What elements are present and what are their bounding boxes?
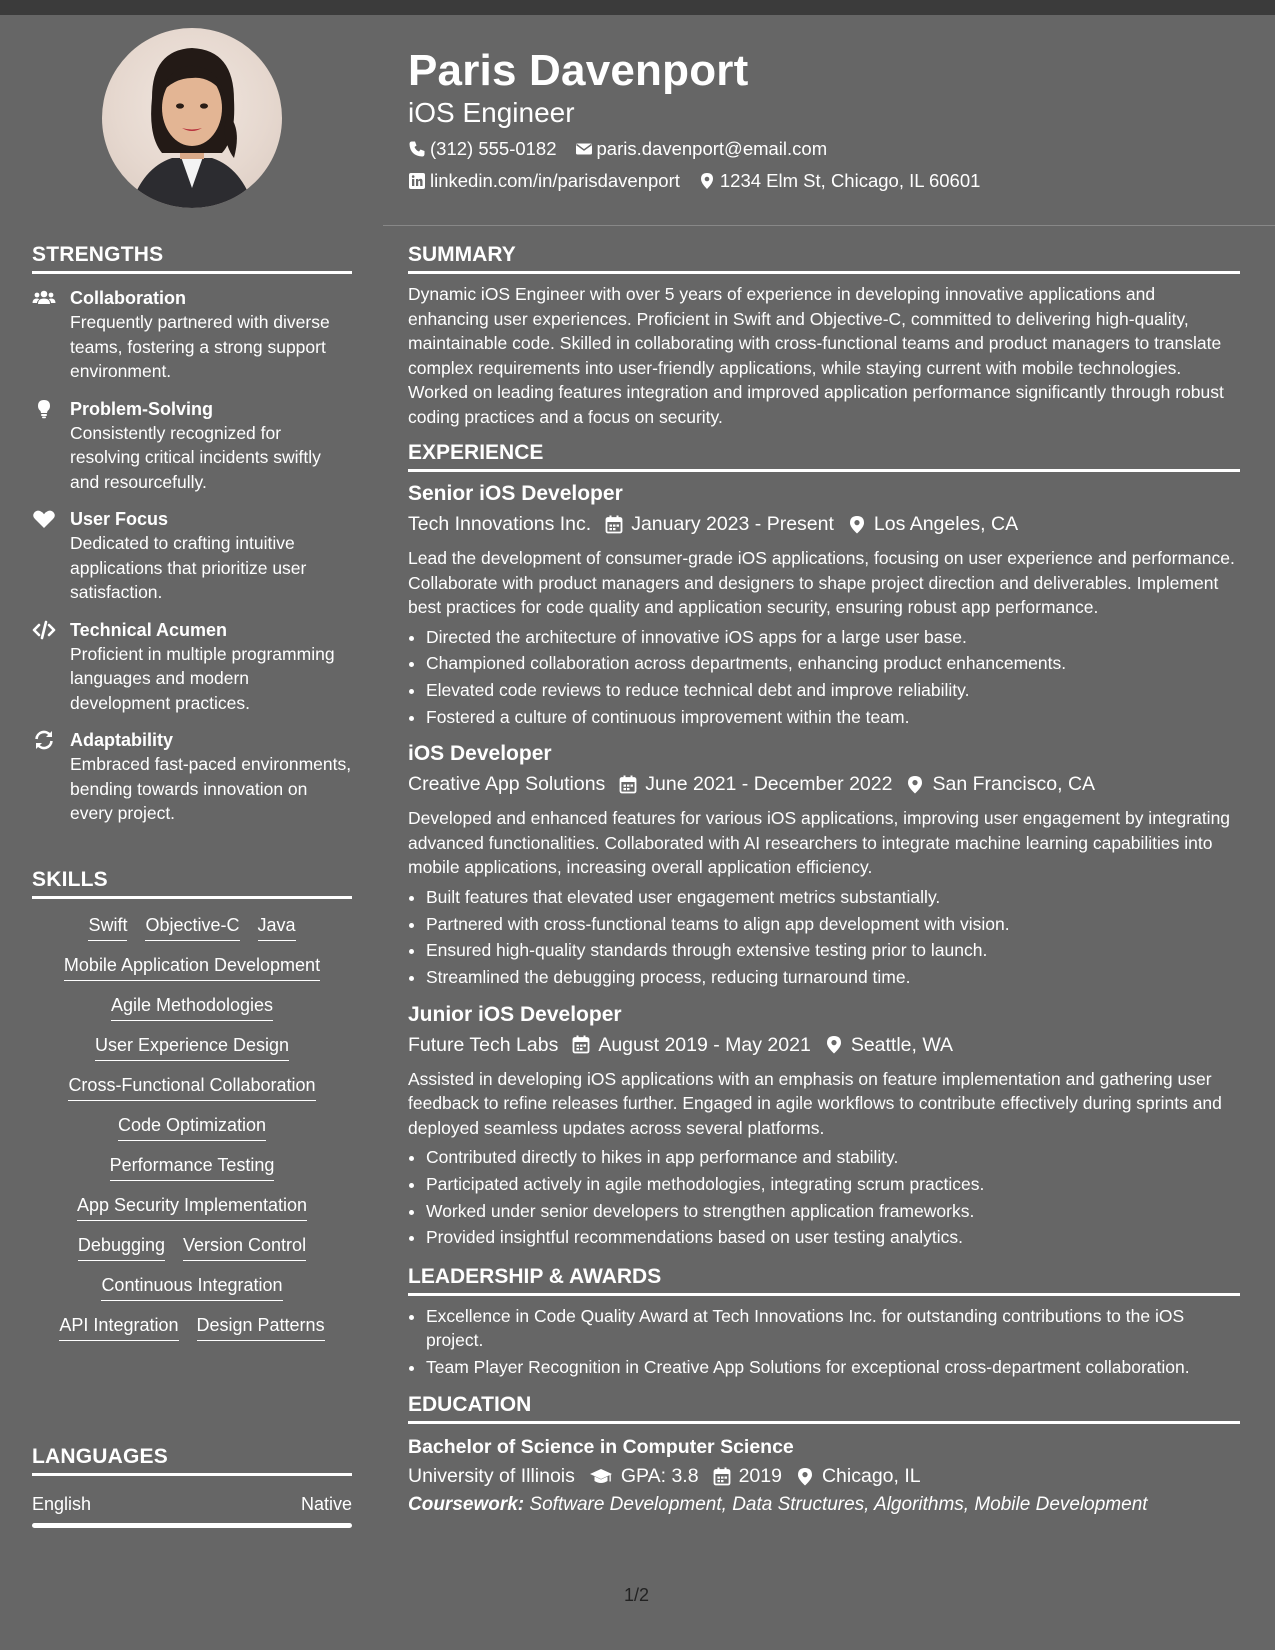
linkedin-icon [408,172,426,190]
graduation-cap-icon [589,1467,613,1486]
job-bullets [408,624,1240,731]
job-bullet: • Contributed directly to hikes in app performance and stability. [426,1144,1240,1171]
education-location: Chicago, IL [821,1465,921,1488]
strength-title: Adaptability [70,730,174,750]
skill-chip: Java [258,913,296,941]
envelope-icon [575,140,593,158]
skill-chip: App Security Implementation [77,1193,307,1221]
job-bullet: • Participated actively in agile methodologies, integrating scrum practices. [426,1171,1240,1198]
strength-desc: Proficient in multiple programming languages and modern development practices. [70,643,335,713]
awards-list [408,1304,1240,1380]
right-column [408,243,1240,1519]
skill-chip: Swift [88,913,127,941]
language-proficiency-bar [32,1523,352,1528]
skill-chip: Objective-C [145,913,239,941]
job-bullets [408,884,1240,991]
job-title: iOS Developer [408,742,552,766]
strength-title: User Focus [70,509,169,529]
language-row [32,1494,352,1515]
profile-photo [102,28,282,208]
job-bullet: • Fostered a culture of continuous improvement within the team. [426,704,1240,731]
strength-desc: Consistently recognized for resolving critical incidents swiftly and resourcefully. [70,422,321,492]
awards-section [408,1265,1240,1380]
skill-chip: Debugging [78,1233,165,1261]
job-location: Los Angeles, CA [873,513,1019,535]
languages-section [32,1445,352,1528]
job-description: Developed and enhanced features for various iOS applications, improving user engagement by integrating advanced functionalities. Collaborated with AI researchers to integrate machine learning capabilities into mobile applications, increasing overall application efficiency. [408,808,1231,878]
strength-desc: Dedicated to crafting intuitive applications that prioritize user satisfaction. [70,533,307,602]
code-icon [32,620,56,640]
calendar-icon [605,515,623,534]
strength-item [32,397,352,495]
skill-chip: Agile Methodologies [111,993,273,1021]
skill-chip: Mobile Application Development [64,953,320,981]
job-title: Senior iOS Developer [408,482,623,505]
strengths-section [32,243,352,826]
job-bullet: • Built features that elevated user engagement metrics substantially. [426,884,1240,911]
job-bullets [408,1144,1240,1251]
profile-photo-illustration [102,28,282,208]
skill-chip: Performance Testing [110,1153,275,1181]
strength-desc: Embraced fast-paced environments, bending towards innovation on every project. [70,754,352,823]
language-level: Native [300,1494,352,1514]
education-year: 2019 [738,1465,782,1488]
summary-section [408,243,1240,429]
job-bullet: • Ensured high-quality standards through extensive testing prior to launch. [426,937,1240,964]
strength-item [32,728,352,826]
education-section [408,1393,1240,1519]
job-description: Assisted in developing iOS applications with an emphasis on feature implementation and gathering user feedback to refine releases further. Engaged in agile workflows to contribute effectively during sprints and deployed seamless updates across several platforms. [408,1068,1222,1138]
job-dates: June 2021 - December 2022 [645,773,893,796]
job-dates: August 2019 - May 2021 [598,1033,811,1056]
job-bullet: • Streamlined the debugging process, reducing turnaround time. [426,964,1240,991]
map-marker-icon [906,775,924,794]
heart-icon [32,509,56,529]
language-name: English [32,1494,92,1514]
job-company: Tech Innovations Inc. [408,513,592,535]
phone-text: (312) 555-0182 [430,138,557,159]
strength-title: Collaboration [70,288,186,308]
job-company: Future Tech Labs [408,1033,559,1056]
summary-title: SUMMARY [408,243,1240,274]
skill-chip: Cross-Functional Collaboration [68,1073,315,1101]
awards-title: LEADERSHIP & AWARDS [408,1265,1240,1296]
address-text: 1234 Elm St, Chicago, IL 60601 [719,170,981,191]
job-entry [408,740,1240,990]
education-gpa: GPA: 3.8 [620,1465,699,1488]
skill-chip: API Integration [59,1313,178,1341]
languages-title: LANGUAGES [32,1445,352,1476]
strength-item [32,507,352,605]
award-item: • Excellence in Code Quality Award at Tech Innovations Inc. for outstanding contributions to the iOS project. [426,1304,1240,1353]
map-marker-icon [698,172,716,190]
users-icon [32,288,56,308]
skill-chip: Version Control [183,1233,306,1261]
strength-title: Problem-Solving [70,398,214,419]
strength-item [32,618,352,716]
job-bullet: • Directed the architecture of innovative iOS apps for a large user base. [426,624,1240,651]
map-marker-icon [848,515,866,534]
phone-icon [408,140,426,158]
strength-item [32,286,352,384]
calendar-icon [619,775,637,794]
skills-section [32,868,352,1341]
education-degree: Bachelor of Science in Computer Science [408,1436,794,1459]
map-marker-icon [796,1467,814,1486]
calendar-icon [713,1467,731,1486]
resume-header [408,45,1248,193]
job-entry [408,480,1240,730]
experience-section [408,441,1240,1251]
strength-title: Technical Acumen [70,619,228,640]
map-marker-icon [825,1035,843,1054]
job-location: San Francisco, CA [932,773,1096,796]
skill-chip: Design Patterns [197,1313,325,1341]
job-description: Lead the development of consumer-grade iOS applications, focusing on user experience and performance. Collaborate with product managers and designers to shape project direction and deliverables. Implement best practices for code quality and application security, ensuring robust app performance. [408,548,1235,617]
job-company: Creative App Solutions [408,773,606,796]
education-title: EDUCATION [408,1393,1240,1424]
coursework-text: Software Development, Data Structures, Algorithms, Mobile Development [529,1494,1148,1516]
job-location: Seattle, WA [850,1033,954,1056]
strength-desc: Frequently partnered with diverse teams, fostering a strong support environment. [70,312,330,381]
job-bullet: • Elevated code reviews to reduce technical debt and improve reliability. [426,677,1240,704]
header-divider [383,225,1275,226]
job-title: Junior iOS Developer [408,1002,622,1026]
skill-chip: User Experience Design [95,1033,289,1061]
education-coursework [408,1491,1240,1519]
top-bar [0,0,1275,15]
skills-title: SKILLS [32,868,352,899]
sync-icon [32,730,56,750]
job-bullet: • Partnered with cross-functional teams to align app development with vision. [426,911,1240,938]
job-bullet: • Worked under senior developers to strengthen application frameworks. [426,1198,1240,1225]
email-text: paris.davenport@email.com [596,138,828,159]
skill-chip: Code Optimization [118,1113,266,1141]
job-dates: January 2023 - Present [631,513,834,535]
award-item: • Team Player Recognition in Creative App Solutions for exceptional cross-department collaboration. [426,1355,1240,1380]
job-bullet: • Provided insightful recommendations based on user testing analytics. [426,1224,1240,1251]
coursework-label: Coursework: [408,1494,525,1516]
experience-title: EXPERIENCE [408,441,1240,472]
job-entry [408,1001,1240,1251]
candidate-name: Paris Davenport [408,46,749,95]
linkedin-text: linkedin.com/in/parisdavenport [430,170,680,191]
skill-chip: Continuous Integration [101,1273,282,1301]
candidate-role: iOS Engineer [408,97,575,128]
summary-text: Dynamic iOS Engineer with over 5 years of experience in developing innovative applications and enhancing user experiences. Proficient in Swift and Objective-C, committed to delivering high-quality, maintainable code. Skilled in collaborating with cross-functional teams and product managers to translate complex requirements into user-friendly applications, while staying current with mobile technologies. Worked on leading features integration and improved application performance significantly through robust coding practices and a focus on security. [408,284,1224,427]
strengths-title: STRENGTHS [32,243,352,274]
calendar-icon [572,1035,590,1054]
page-number: 1/2 [624,1585,650,1605]
resume-page [0,15,1275,1650]
lightbulb-icon [32,399,56,419]
job-bullet: • Championed collaboration across departments, enhancing product enhancements. [426,650,1240,677]
education-school: University of Illinois [408,1465,575,1488]
